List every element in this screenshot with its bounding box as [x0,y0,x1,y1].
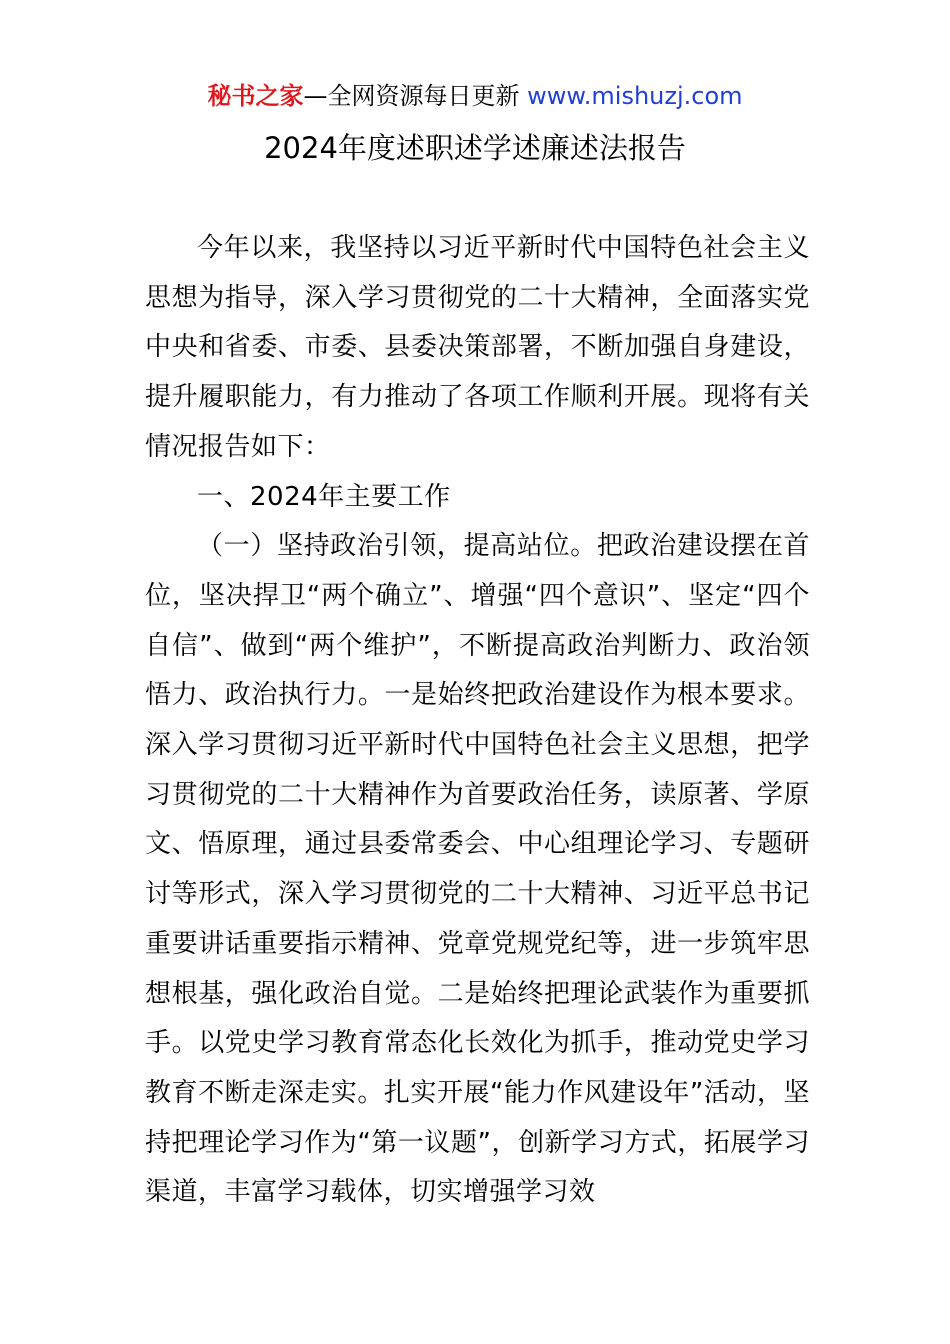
section-heading: 一、2024年主要工作 [197,481,451,512]
site-url-link[interactable]: www.mishuzj.com [527,82,743,110]
site-banner [0,78,950,114]
site-slogan: —全网资源每日更新 [303,82,528,110]
site-brand: 秘书之家 [207,82,304,110]
body-paragraph: （一）坚持政治引领，提高站位。把政治建设摆在首位，坚决捍卫“两个确立”、增强“四个意识”、坚定“四个自信”、做到“两个维护”，不断提高政治判断力、政治领悟力、政治执行力。一是始终把政治建设作为根本要求。深入学习贯彻习近平新时代中国特色社会主义思想，把学习贯彻党的二十大精神作为首要政治任务，读原著、学原文、悟原理，通过县委常委会、中心组理论学习、专题研讨等形式，深入学习贯彻党的二十大精神、习近平总书记重要讲话重要指示精神、党章党规党纪等，进一步筑牢思想根基，强化政治自觉。二是始终把理论武装作为重要抓手。以党史学习教育常态化长效化为抓手，推动党史学习教育不断走深走实。扎实开展“能力作风建设年”活动，坚持把理论学习作为“第一议题”，创新学习方式，拓展学习渠道，丰富学习载体，切实增强学习效 [145,531,810,1208]
document-title: 2024年度述职述学述廉述法报告 [264,131,686,165]
intro-paragraph: 今年以来，我坚持以习近平新时代中国特色社会主义思想为指导，深入学习贯彻党的二十大精神，全面落实党中央和省委、市委、县委决策部署，不断加强自身建设，提升履职能力，有力推动了各项工作顺利开展。现将有关情况报告如下： [145,233,810,462]
document-body [145,224,810,1218]
